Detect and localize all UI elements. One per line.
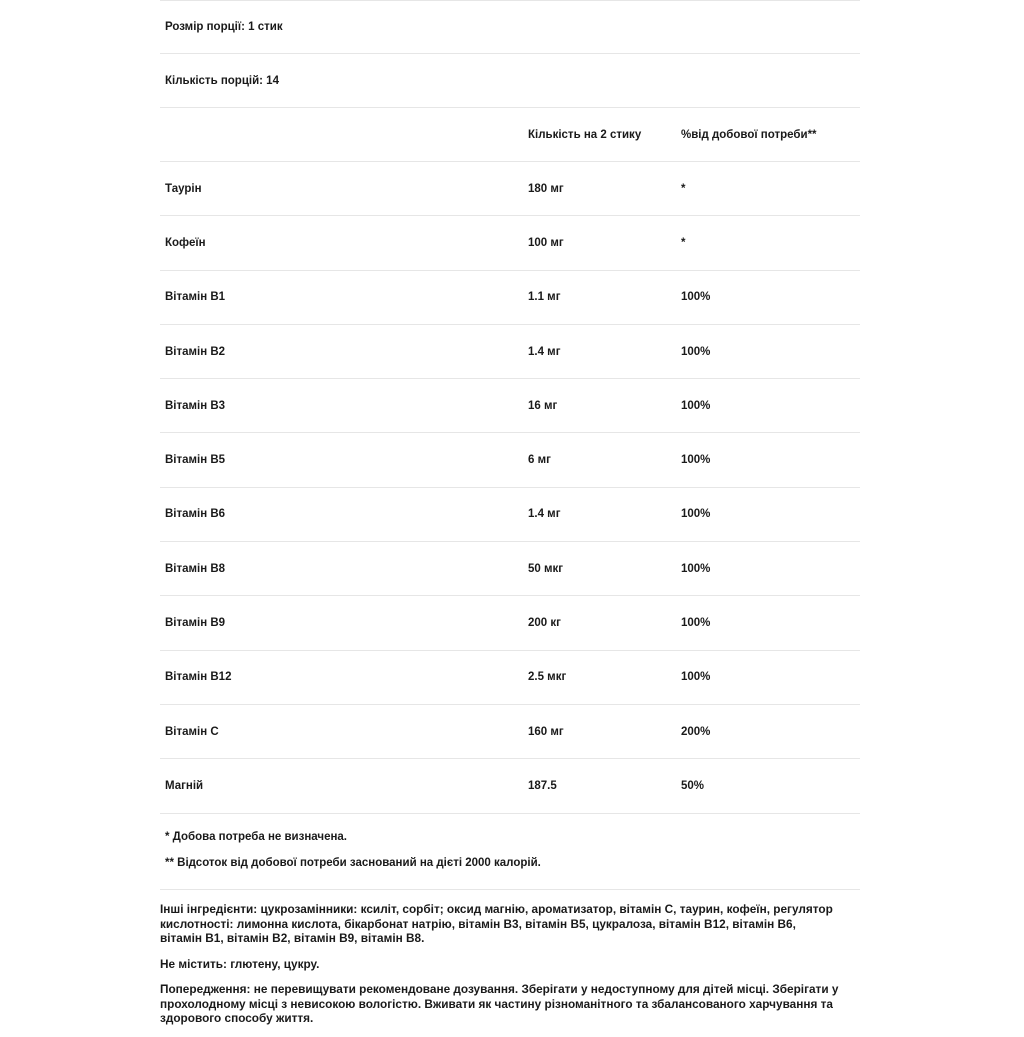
- table-row: [160, 216, 860, 270]
- section-divider: [160, 889, 860, 890]
- product-info: [160, 902, 840, 1037]
- table-row: [160, 651, 860, 705]
- ingredient-amount: 200 кг: [528, 617, 561, 630]
- ingredient-amount: 160 мг: [528, 725, 564, 738]
- ingredient-name: Вітамін В9: [165, 617, 226, 630]
- ingredient-name: Вітамін В5: [165, 454, 226, 467]
- table-footnotes: [165, 826, 860, 878]
- ingredient-amount: 100 мг: [528, 236, 564, 249]
- ingredient-daily-value: *: [681, 182, 686, 195]
- ingredient-amount: 1.1 мг: [528, 291, 561, 304]
- table-row: [160, 759, 860, 813]
- footnote-not-defined: * Добова потреба не визначена.: [165, 831, 348, 843]
- table-row: [160, 379, 860, 433]
- table-row: [160, 596, 860, 650]
- ingredient-name: Вітамін В1: [165, 291, 226, 304]
- table-row: [160, 488, 860, 542]
- table-row: [160, 325, 860, 379]
- ingredient-amount: 180 мг: [528, 182, 564, 195]
- ingredient-daily-value: 100%: [681, 617, 711, 630]
- ingredient-daily-value: 100%: [681, 562, 711, 575]
- ingredient-name: Вітамін В12: [165, 671, 232, 684]
- table-row: [160, 162, 860, 216]
- serving-size-row: [160, 0, 860, 54]
- table-row: [160, 705, 860, 759]
- ingredient-daily-value: 100%: [681, 508, 711, 521]
- ingredient-daily-value: 100%: [681, 671, 711, 684]
- ingredient-name: Таурін: [165, 182, 202, 195]
- ingredient-daily-value: 200%: [681, 725, 711, 738]
- other-ingredients-text: Інші інгредієнти: цукрозамінники: ксиліт, сорбіт; оксид магнію, ароматизатор, вітамін С, таурин, кофеїн, регулятор кислотності: лимонна кислота, бікарбонат натрію, вітамін В3, вітамін В5, цукралоза, вітамін В12, вітамін В6, вітамін В1, вітамін В2, вітамін В9, вітамін В8.: [160, 902, 833, 945]
- ingredient-daily-value: 100%: [681, 291, 711, 304]
- header-amount: Кількість на 2 стику: [528, 128, 642, 141]
- ingredient-name: Вітамін В2: [165, 345, 226, 358]
- table-header-row: [160, 108, 860, 162]
- ingredient-name: Магній: [165, 779, 204, 792]
- header-daily-value: %від добової потреби**: [681, 128, 817, 141]
- ingredient-amount: 187.5: [528, 779, 557, 792]
- ingredient-name: Вітамін В6: [165, 508, 226, 521]
- serving-size-text: Розмір порції: 1 стик: [165, 20, 283, 33]
- servings-count-text: Кількість порцій: 14: [165, 74, 279, 87]
- ingredient-daily-value: 50%: [681, 779, 705, 792]
- ingredient-amount: 2.5 мкг: [528, 671, 567, 684]
- ingredient-daily-value: *: [681, 236, 686, 249]
- ingredient-name: Вітамін С: [165, 725, 219, 738]
- ingredient-daily-value: 100%: [681, 399, 711, 412]
- table-row: [160, 433, 860, 487]
- ingredient-name: Кофеїн: [165, 236, 206, 249]
- ingredient-name: Вітамін В3: [165, 399, 226, 412]
- supplement-facts-table: [160, 0, 860, 814]
- servings-count-row: [160, 54, 860, 108]
- free-from-text: Не містить: глютену, цукру.: [160, 956, 320, 971]
- footnote-daily-basis: ** Відсоток від добової потреби заснований на дієті 2000 калорій.: [165, 857, 541, 869]
- warning-text: Попередження: не перевищувати рекомендоване дозування. Зберігати у недоступному для дітей місці. Зберігати у прохолодному місці з невисокою вологістю. Вживати як частину різноманітного та збалансованого харчування та здорового способу життя.: [160, 982, 839, 1025]
- ingredient-amount: 6 мг: [528, 454, 551, 467]
- ingredient-daily-value: 100%: [681, 454, 711, 467]
- ingredient-amount: 50 мкг: [528, 562, 564, 575]
- ingredient-amount: 1.4 мг: [528, 508, 561, 521]
- ingredient-daily-value: 100%: [681, 345, 711, 358]
- ingredient-amount: 1.4 мг: [528, 345, 561, 358]
- ingredient-name: Вітамін В8: [165, 562, 226, 575]
- table-row: [160, 271, 860, 325]
- table-row: [160, 542, 860, 596]
- ingredient-amount: 16 мг: [528, 399, 558, 412]
